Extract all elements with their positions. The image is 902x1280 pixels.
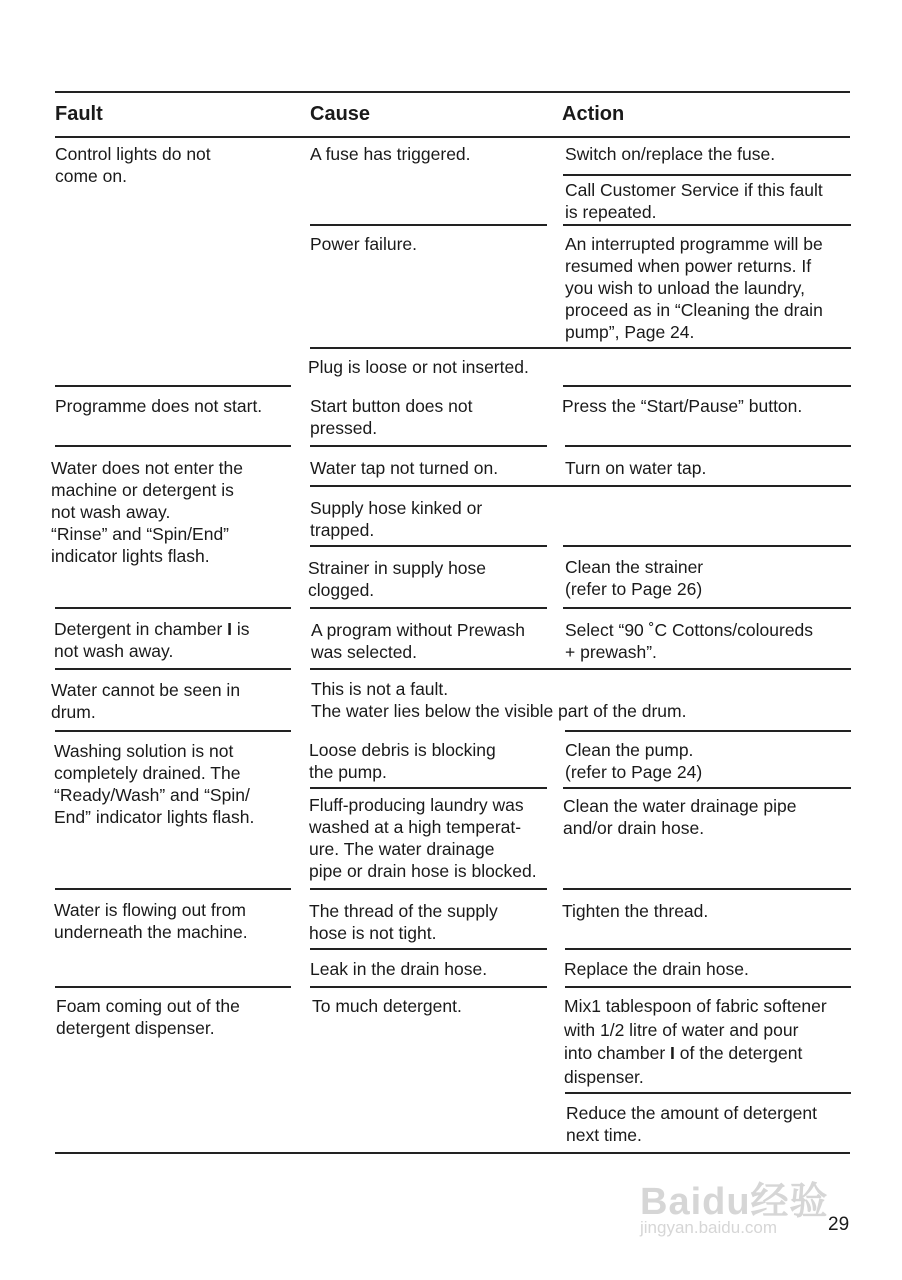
divider — [310, 986, 547, 988]
divider — [55, 385, 291, 387]
divider — [55, 986, 291, 988]
chamber-symbol: I — [670, 1043, 675, 1063]
divider — [55, 668, 291, 670]
divider — [563, 787, 851, 789]
table-top-rule — [55, 91, 850, 93]
cause-thread-not-tight: The thread of the supply hose is not tight. — [309, 901, 498, 943]
action-mix-softener — [564, 995, 827, 1089]
cause-hose-kinked: Supply hose kinked or trapped. — [310, 498, 483, 540]
divider — [310, 948, 547, 950]
divider — [563, 607, 851, 609]
divider — [310, 787, 547, 789]
divider — [563, 888, 851, 890]
fault-not-drained: Washing solution is not completely drained. The “Ready/Wash” and “Spin/ End” indicator lights flash. — [54, 741, 255, 827]
divider — [565, 445, 851, 447]
action-replace-drain-hose: Replace the drain hose. — [564, 959, 749, 979]
header-cause: Cause — [310, 103, 371, 125]
cause-leak-drain-hose: Leak in the drain hose. — [310, 959, 488, 979]
fault-water-not-seen: Water cannot be seen in drum. — [51, 680, 241, 722]
action-text-part: Mix1 tablespoon of fabric softener with 1/2 litre of water and pour into chamber — [564, 996, 827, 1063]
divider — [310, 224, 547, 226]
divider — [563, 545, 851, 547]
action-clean-pump: Clean the pump. (refer to Page 24) — [565, 740, 703, 782]
action-replace-fuse: Switch on/replace the fuse. — [565, 144, 776, 164]
action-turn-on-tap: Turn on water tap. — [565, 458, 707, 478]
cause-power-failure: Power failure. — [310, 234, 417, 254]
action-select-prewash: Select “90 ˚C Cottons/coloureds + prewash”. — [565, 620, 814, 662]
divider — [310, 347, 851, 349]
fault-programme-not-start: Programme does not start. — [55, 396, 263, 416]
baidu-logo-watermark: Baidu经验 — [640, 1181, 829, 1223]
action-reduce-detergent: Reduce the amount of detergent next time. — [566, 1103, 818, 1145]
divider — [310, 485, 851, 487]
cause-strainer-clogged: Strainer in supply hose clogged. — [308, 558, 487, 600]
cause-fuse: A fuse has triggered. — [310, 144, 471, 164]
divider — [310, 888, 547, 890]
cause-no-prewash: A program without Prewash was selected. — [311, 620, 525, 662]
fault-text-part: Detergent in chamber — [54, 619, 228, 639]
cause-plug-loose: Plug is loose or not inserted. — [308, 357, 529, 377]
divider — [565, 730, 851, 732]
fault-detergent-chamber — [54, 618, 250, 662]
divider — [55, 607, 291, 609]
cause-start-button: Start button does not pressed. — [310, 396, 473, 438]
fault-control-lights: Control lights do not come on. — [55, 144, 211, 186]
cause-debris-blocking: Loose debris is blocking the pump. — [309, 740, 496, 782]
cause-fluff-laundry: Fluff-producing laundry was washed at a high temperat- ure. The water drainage pipe or drain hose is blocked. — [309, 795, 537, 881]
divider — [310, 607, 547, 609]
divider — [563, 385, 851, 387]
divider — [563, 224, 851, 226]
cause-too-much-detergent: To much detergent. — [312, 996, 462, 1016]
action-clean-strainer: Clean the strainer (refer to Page 26) — [565, 557, 704, 599]
divider — [565, 948, 851, 950]
fault-text-part: is not wash away. — [54, 619, 250, 661]
divider — [310, 445, 547, 447]
cause-tap-not-on: Water tap not turned on. — [310, 458, 499, 478]
divider — [310, 668, 851, 670]
divider — [563, 174, 851, 176]
divider — [55, 445, 291, 447]
cause-not-a-fault: This is not a fault. The water lies below the visible part of the drum. — [311, 679, 687, 721]
divider — [565, 986, 851, 988]
page-number: 29 — [828, 1214, 850, 1235]
chamber-symbol: I — [227, 619, 233, 639]
divider — [55, 888, 291, 890]
divider — [55, 730, 291, 732]
fault-foam: Foam coming out of the detergent dispenser. — [56, 996, 240, 1038]
divider — [310, 545, 547, 547]
baidu-url-watermark: jingyan.baidu.com — [640, 1218, 778, 1237]
action-press-start: Press the “Start/Pause” button. — [562, 396, 803, 416]
table-bottom-rule — [55, 1152, 850, 1154]
action-clean-drain-pipe: Clean the water drainage pipe and/or drain hose. — [563, 796, 797, 838]
action-call-service: Call Customer Service if this fault is repeated. — [565, 180, 823, 222]
fault-water-flowing-out: Water is flowing out from underneath the machine. — [54, 900, 248, 942]
header-action: Action — [562, 103, 625, 125]
fault-water-not-enter: Water does not enter the machine or detergent is not wash away. “Rinse” and “Spin/End” indicator lights flash. — [51, 458, 243, 566]
divider — [565, 1092, 851, 1094]
action-tighten-thread: Tighten the thread. — [562, 901, 709, 921]
header-fault: Fault — [55, 103, 103, 125]
action-text-part: of the detergent dispenser. — [564, 1043, 803, 1087]
action-interrupted-programme: An interrupted programme will be resumed when power returns. If you wish to unload the laundry, proceed as in “Cleaning the drain pump”, Page 24. — [565, 234, 823, 342]
header-bottom-rule — [55, 136, 850, 138]
